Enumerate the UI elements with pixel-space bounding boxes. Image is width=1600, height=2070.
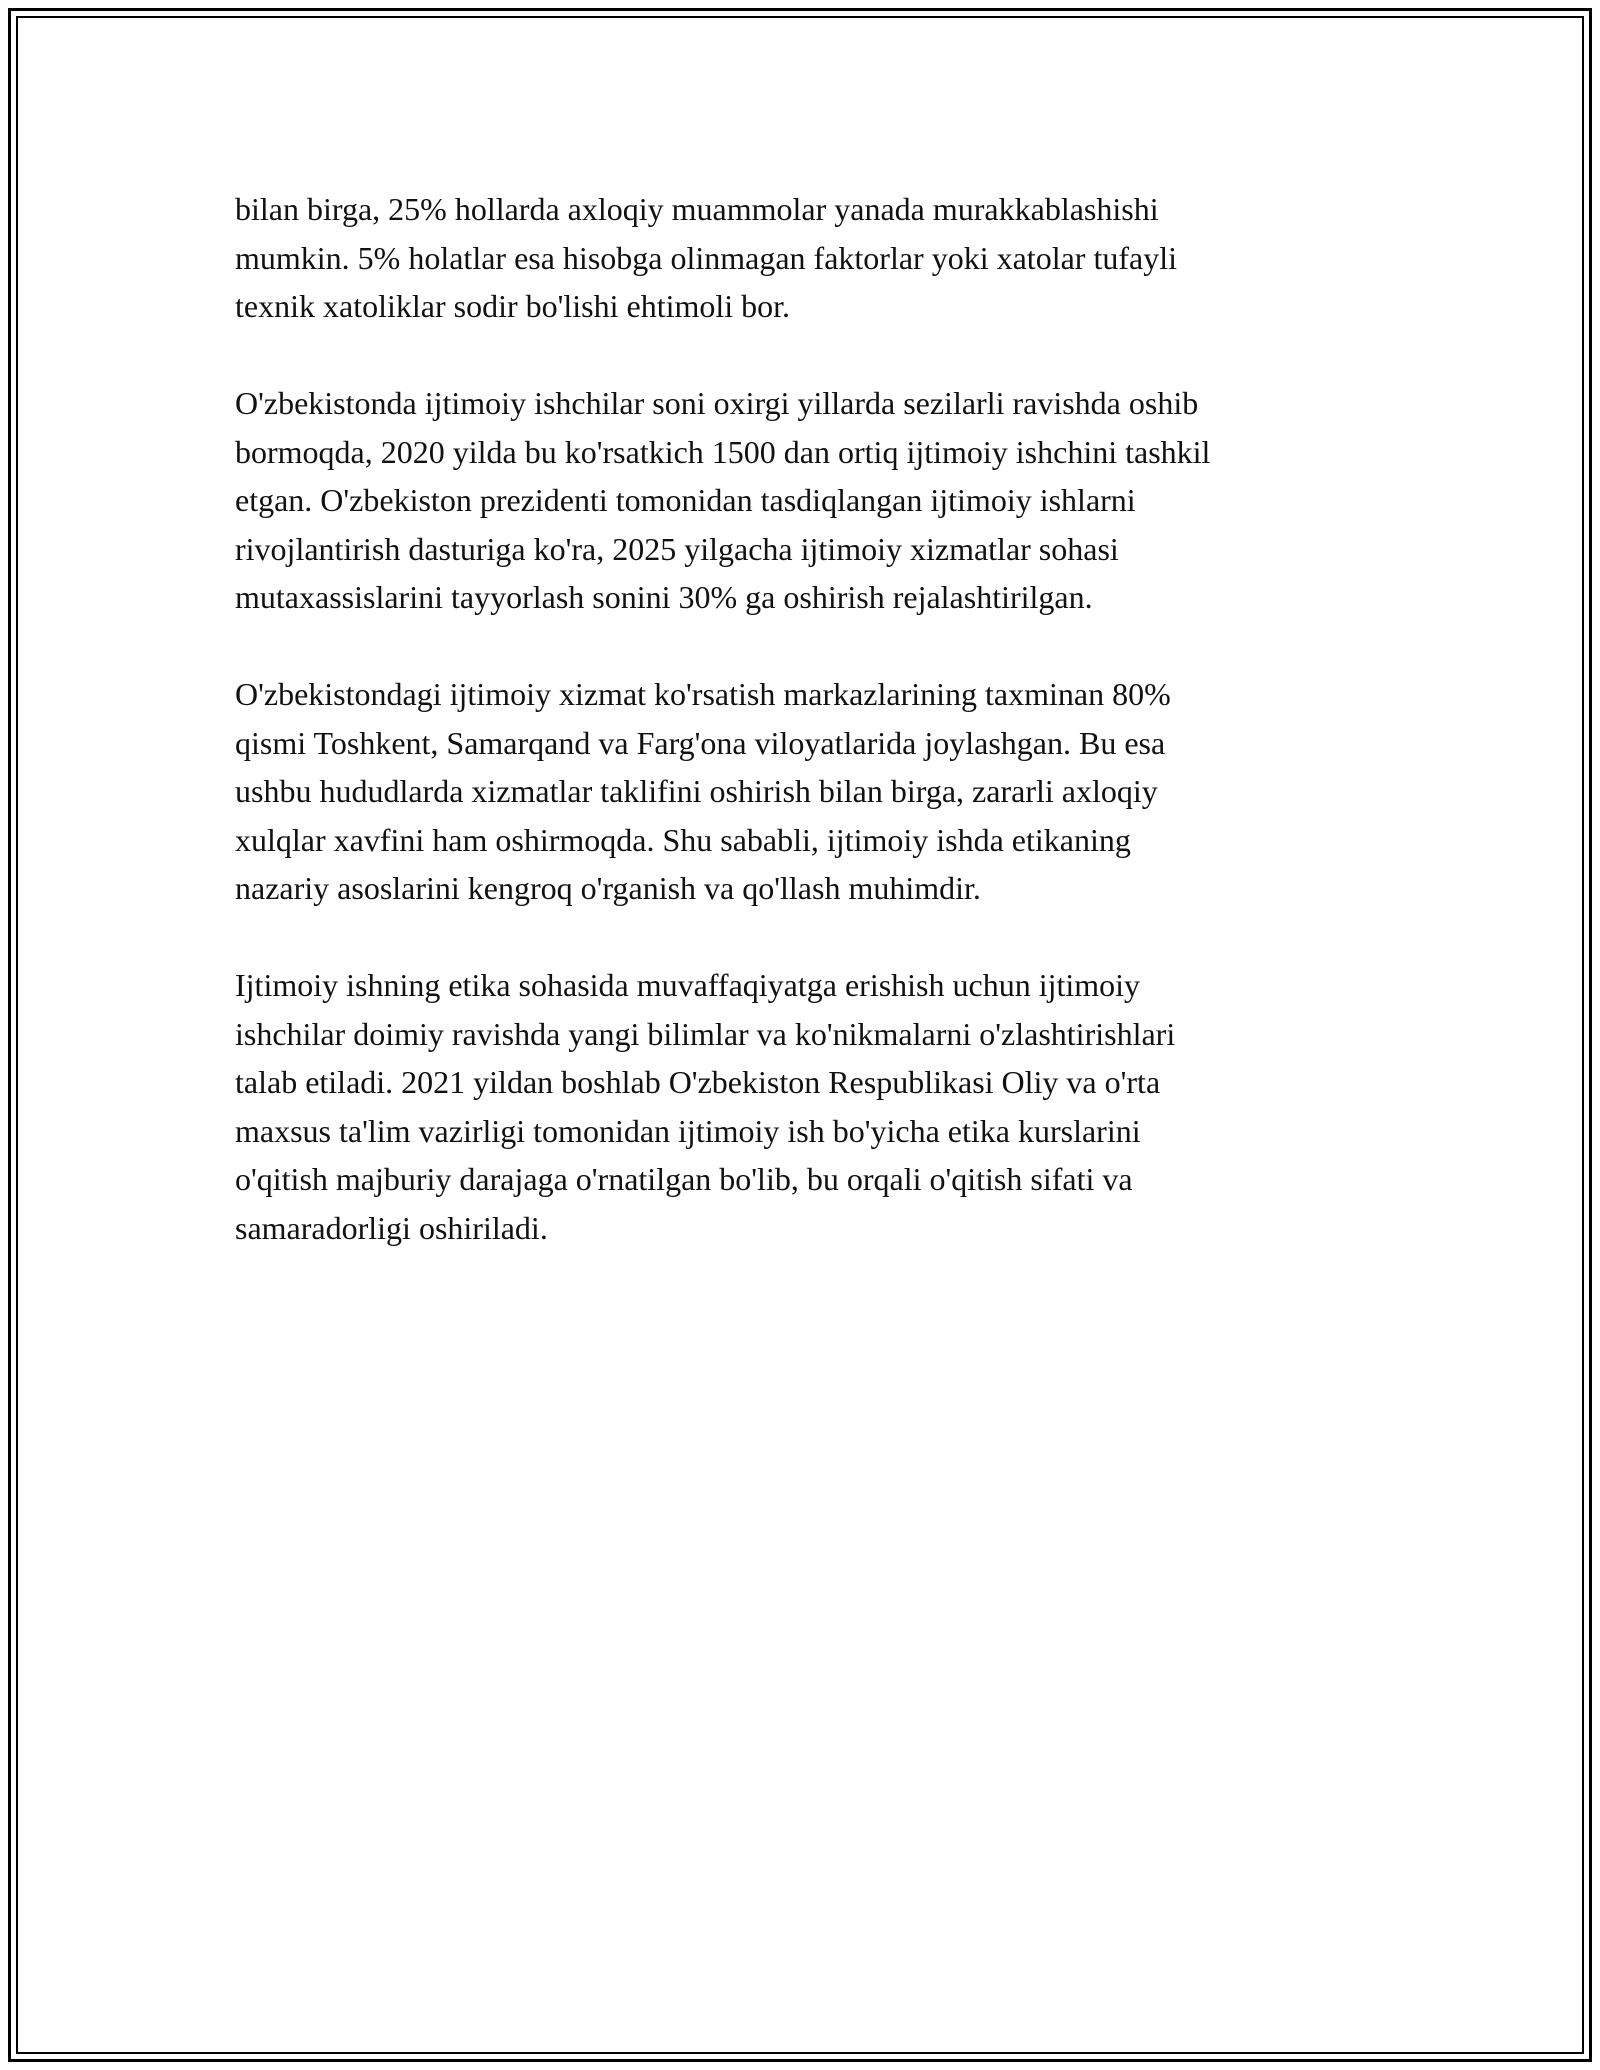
paragraph-3: O'zbekistondagi ijtimoiy xizmat ko'rsatish markazlarining taxminan 80% qismi Toshkent, Samarqand va Farg'ona viloyatlarida joylashgan. Bu esa ushbu hududlarda xizmatlar taklifini oshirish bilan birga, zararli axloqiy xulqlar xavfini ham oshirmoqda. Shu sababli, ijtimoiy ishda etikaning nazariy asoslarini kengroq o'rganish va qo'llash muhimdir.: [235, 676, 1171, 906]
paragraph-4: Ijtimoiy ishning etika sohasida muvaffaqiyatga erishish uchun ijtimoiy ishchilar doimiy ravishda yangi bilimlar va ko'nikmalarni o'zlashtirishlari talab etiladi. 2021 yildan boshlab O'zbekiston Respublikasi Oliy va o'rta maxsus ta'lim vazirligi tomonidan ijtimoiy ish bo'yicha etika kurslarini o'qitish majburiy darajaga o'rnatilgan bo'lib, bu orqali o'qitish sifati va samaradorligi oshiriladi.: [235, 967, 1176, 1246]
document-body: [235, 185, 1375, 1301]
paragraph-1: bilan birga, 25% hollarda axloqiy muammolar yanada murakkablashishi mumkin. 5% holatlar esa hisobga olinmagan faktorlar yoki xatolar tufayli texnik xatoliklar sodir bo'lishi ehtimoli bor.: [235, 191, 1177, 324]
paragraph-2: O'zbekistonda ijtimoiy ishchilar soni oxirgi yillarda sezilarli ravishda oshib bormoqda, 2020 yilda bu ko'rsatkich 1500 dan ortiq ijtimoiy ishchini tashkil etgan. O'zbekiston prezidenti tomonidan tasdiqlangan ijtimoiy ishlarni rivojlantirish dasturiga ko'ra, 2025 yilgacha ijtimoiy xizmatlar sohasi mutaxassislarini tayyorlash sonini 30% ga oshirish rejalashtirilgan.: [235, 385, 1211, 615]
